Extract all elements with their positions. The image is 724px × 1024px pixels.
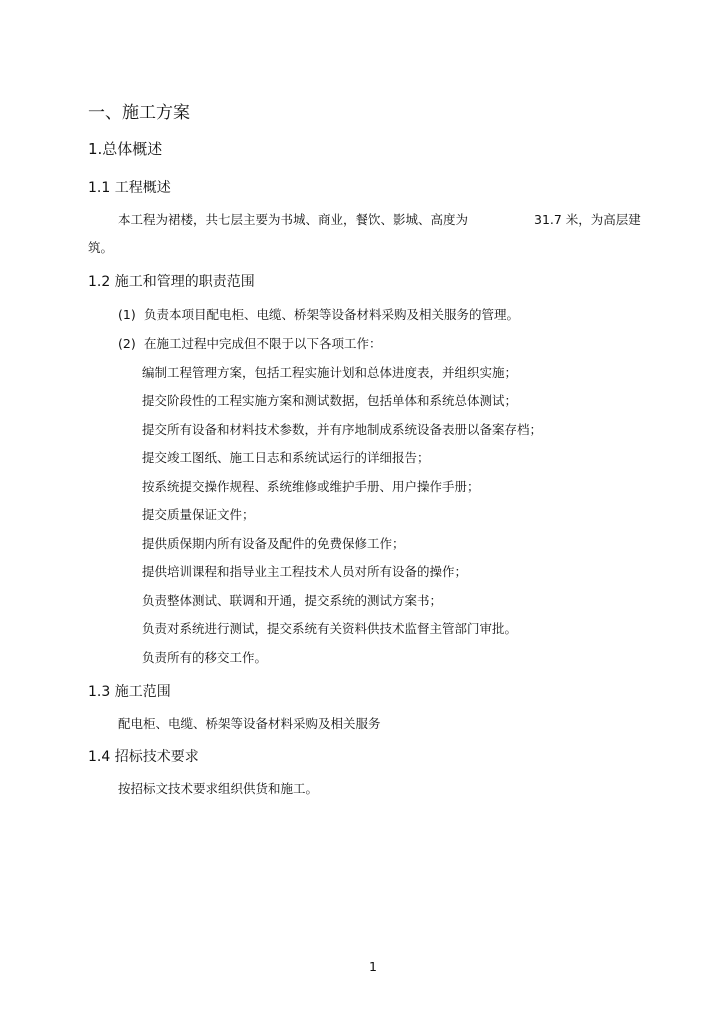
requirements-text: 按招标文技术要求组织供货和施工。 xyxy=(118,781,319,796)
task-item: 提交质量保证文件； xyxy=(142,507,255,522)
task-item: 负责整体测试、联调和开通，提交系统的测试方案书； xyxy=(142,593,443,608)
page-number: 1 xyxy=(369,959,377,974)
responsibility-item-1 xyxy=(118,305,519,323)
scope-text: 配电柜、电缆、桥架等设备材料采购及相关服务 xyxy=(118,716,381,731)
subsection-title-1-2: 1.2 施工和管理的职责范围 xyxy=(88,274,255,290)
overview-text-line1: 本工程为裙楼，共七层主要为书城、商业，餐饮、影城、高度为 xyxy=(118,212,469,227)
task-item: 提供培训课程和指导业主工程技术人员对所有设备的操作； xyxy=(142,564,468,579)
subsection-title-1-4: 1.4 招标技术要求 xyxy=(88,749,199,765)
overview-title: 1.总体概述 xyxy=(88,140,163,158)
task-item: 提交阶段性的工程实施方案和测试数据，包括单体和系统总体测试； xyxy=(142,393,518,408)
task-item: 提交竣工图纸、施工日志和系统试运行的详细报告； xyxy=(142,450,430,465)
overview-text-line2: 筑。 xyxy=(88,240,114,255)
task-item: 编制工程管理方案，包括工程实施计划和总体进度表，并组织实施； xyxy=(142,365,518,380)
section-title: 一、施工方案 xyxy=(88,103,190,123)
subsection-title-1-3: 1.3 施工范围 xyxy=(88,684,171,700)
subsection-title-1-1: 1.1 工程概述 xyxy=(88,180,171,196)
responsibility-item-2 xyxy=(118,334,382,352)
task-item: 按系统提交操作规程、系统维修或维护手册、用户操作手册； xyxy=(142,479,480,494)
task-item: 负责所有的移交工作。 xyxy=(142,650,268,665)
task-item: 提供质保期内所有设备及配件的免费保修工作； xyxy=(142,536,405,551)
item-text: 在施工过程中完成但不限于以下各项工作： xyxy=(144,336,382,351)
item-text: 负责本项目配电柜、电缆、桥架等设备材料采购及相关服务的管理。 xyxy=(144,307,520,322)
item-number: (1) xyxy=(118,307,136,322)
task-item: 提交所有设备和材料技术参数，并有序地制成系统设备表册以备案存档； xyxy=(142,422,543,437)
item-number: (2) xyxy=(118,336,136,351)
overview-text-height: 31.7 米，为高层建 xyxy=(534,212,641,227)
task-item: 负责对系统进行测试，提交系统有关资料供技术监督主管部门审批。 xyxy=(142,621,518,636)
